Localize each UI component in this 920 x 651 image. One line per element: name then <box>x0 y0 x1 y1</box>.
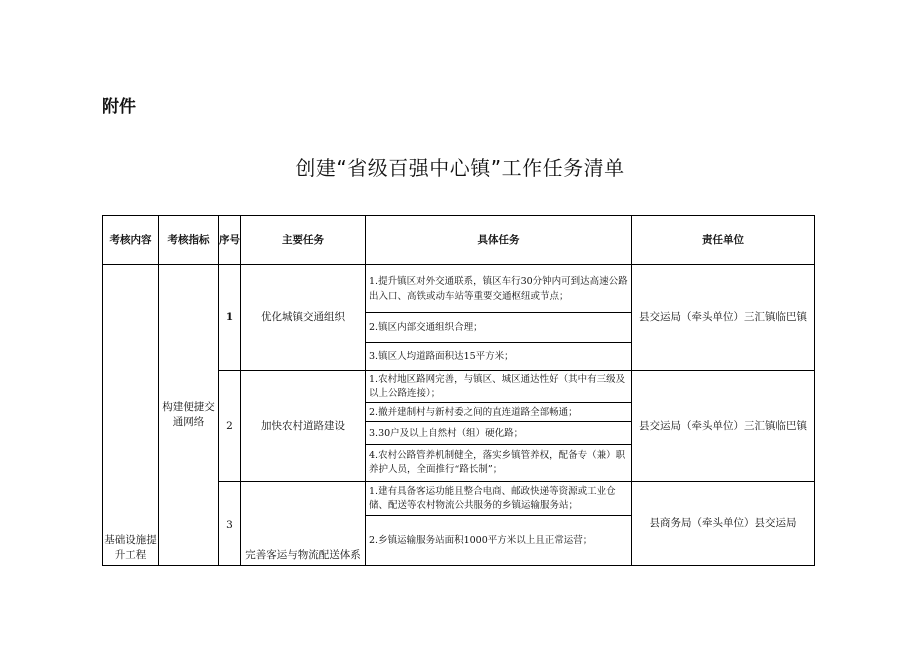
header-category: 考核内容 <box>103 216 159 265</box>
category-cell: 基础设施提升工程 <box>103 265 159 566</box>
seq-cell: 2 <box>219 371 241 482</box>
table-row <box>103 265 815 313</box>
main-task-cell: 优化城镇交通组织 <box>241 265 366 371</box>
header-main-task: 主要任务 <box>241 216 366 265</box>
specific-task-cell: 2.撤并建制村与新村委之间的直连道路全部畅通； <box>366 403 632 422</box>
responsible-cell: 县交运局（牵头单位）三汇镇临巴镇 <box>632 371 815 482</box>
specific-task-cell: 2.乡镇运输服务站面积1000平方米以上且正常运营； <box>366 516 632 566</box>
seq-cell: 1 <box>219 265 241 371</box>
specific-task-cell: 2.镇区内部交通组织合理； <box>366 313 632 343</box>
seq-cell: 3 <box>219 482 241 566</box>
indicator-cell: 构建便捷交通网络 <box>159 265 219 566</box>
specific-task-cell: 3.30户及以上自然村（组）硬化路； <box>366 422 632 445</box>
main-task-cell: 加快农村道路建设 <box>241 371 366 482</box>
responsible-cell: 县交运局（牵头单位）三汇镇临巴镇 <box>632 265 815 371</box>
header-indicator: 考核指标 <box>159 216 219 265</box>
main-task-cell: 完善客运与物流配送体系 <box>241 482 366 566</box>
specific-task-cell: 3.镇区人均道路面积达15平方米； <box>366 343 632 371</box>
attachment-label: 附件 <box>102 97 136 117</box>
specific-task-cell: 1.提升镇区对外交通联系，镇区车行30分钟内可到达高速公路出入口、高铁或动车站等重要交通枢纽或节点； <box>366 265 632 313</box>
header-row <box>103 216 815 265</box>
header-specific-tasks: 具体任务 <box>366 216 632 265</box>
specific-task-cell: 4.农村公路管养机制健全，落实乡镇管养权，配备专（兼）职养护人员，全面推行“路长制”； <box>366 445 632 482</box>
specific-task-cell: 1.农村地区路网完善，与镇区、城区通达性好（其中有三级及以上公路连接）； <box>366 371 632 403</box>
responsible-cell: 县商务局（牵头单位）县交运局 <box>632 482 815 566</box>
header-seq: 序号 <box>219 216 241 265</box>
specific-task-cell: 1.建有具备客运功能且整合电商、邮政快递等资源或工业仓储、配送等农村物流公共服务的乡镇运输服务站； <box>366 482 632 516</box>
page-title: 创建“省级百强中心镇”工作任务清单 <box>295 156 625 180</box>
task-table <box>102 215 815 566</box>
header-responsible: 责任单位 <box>632 216 815 265</box>
